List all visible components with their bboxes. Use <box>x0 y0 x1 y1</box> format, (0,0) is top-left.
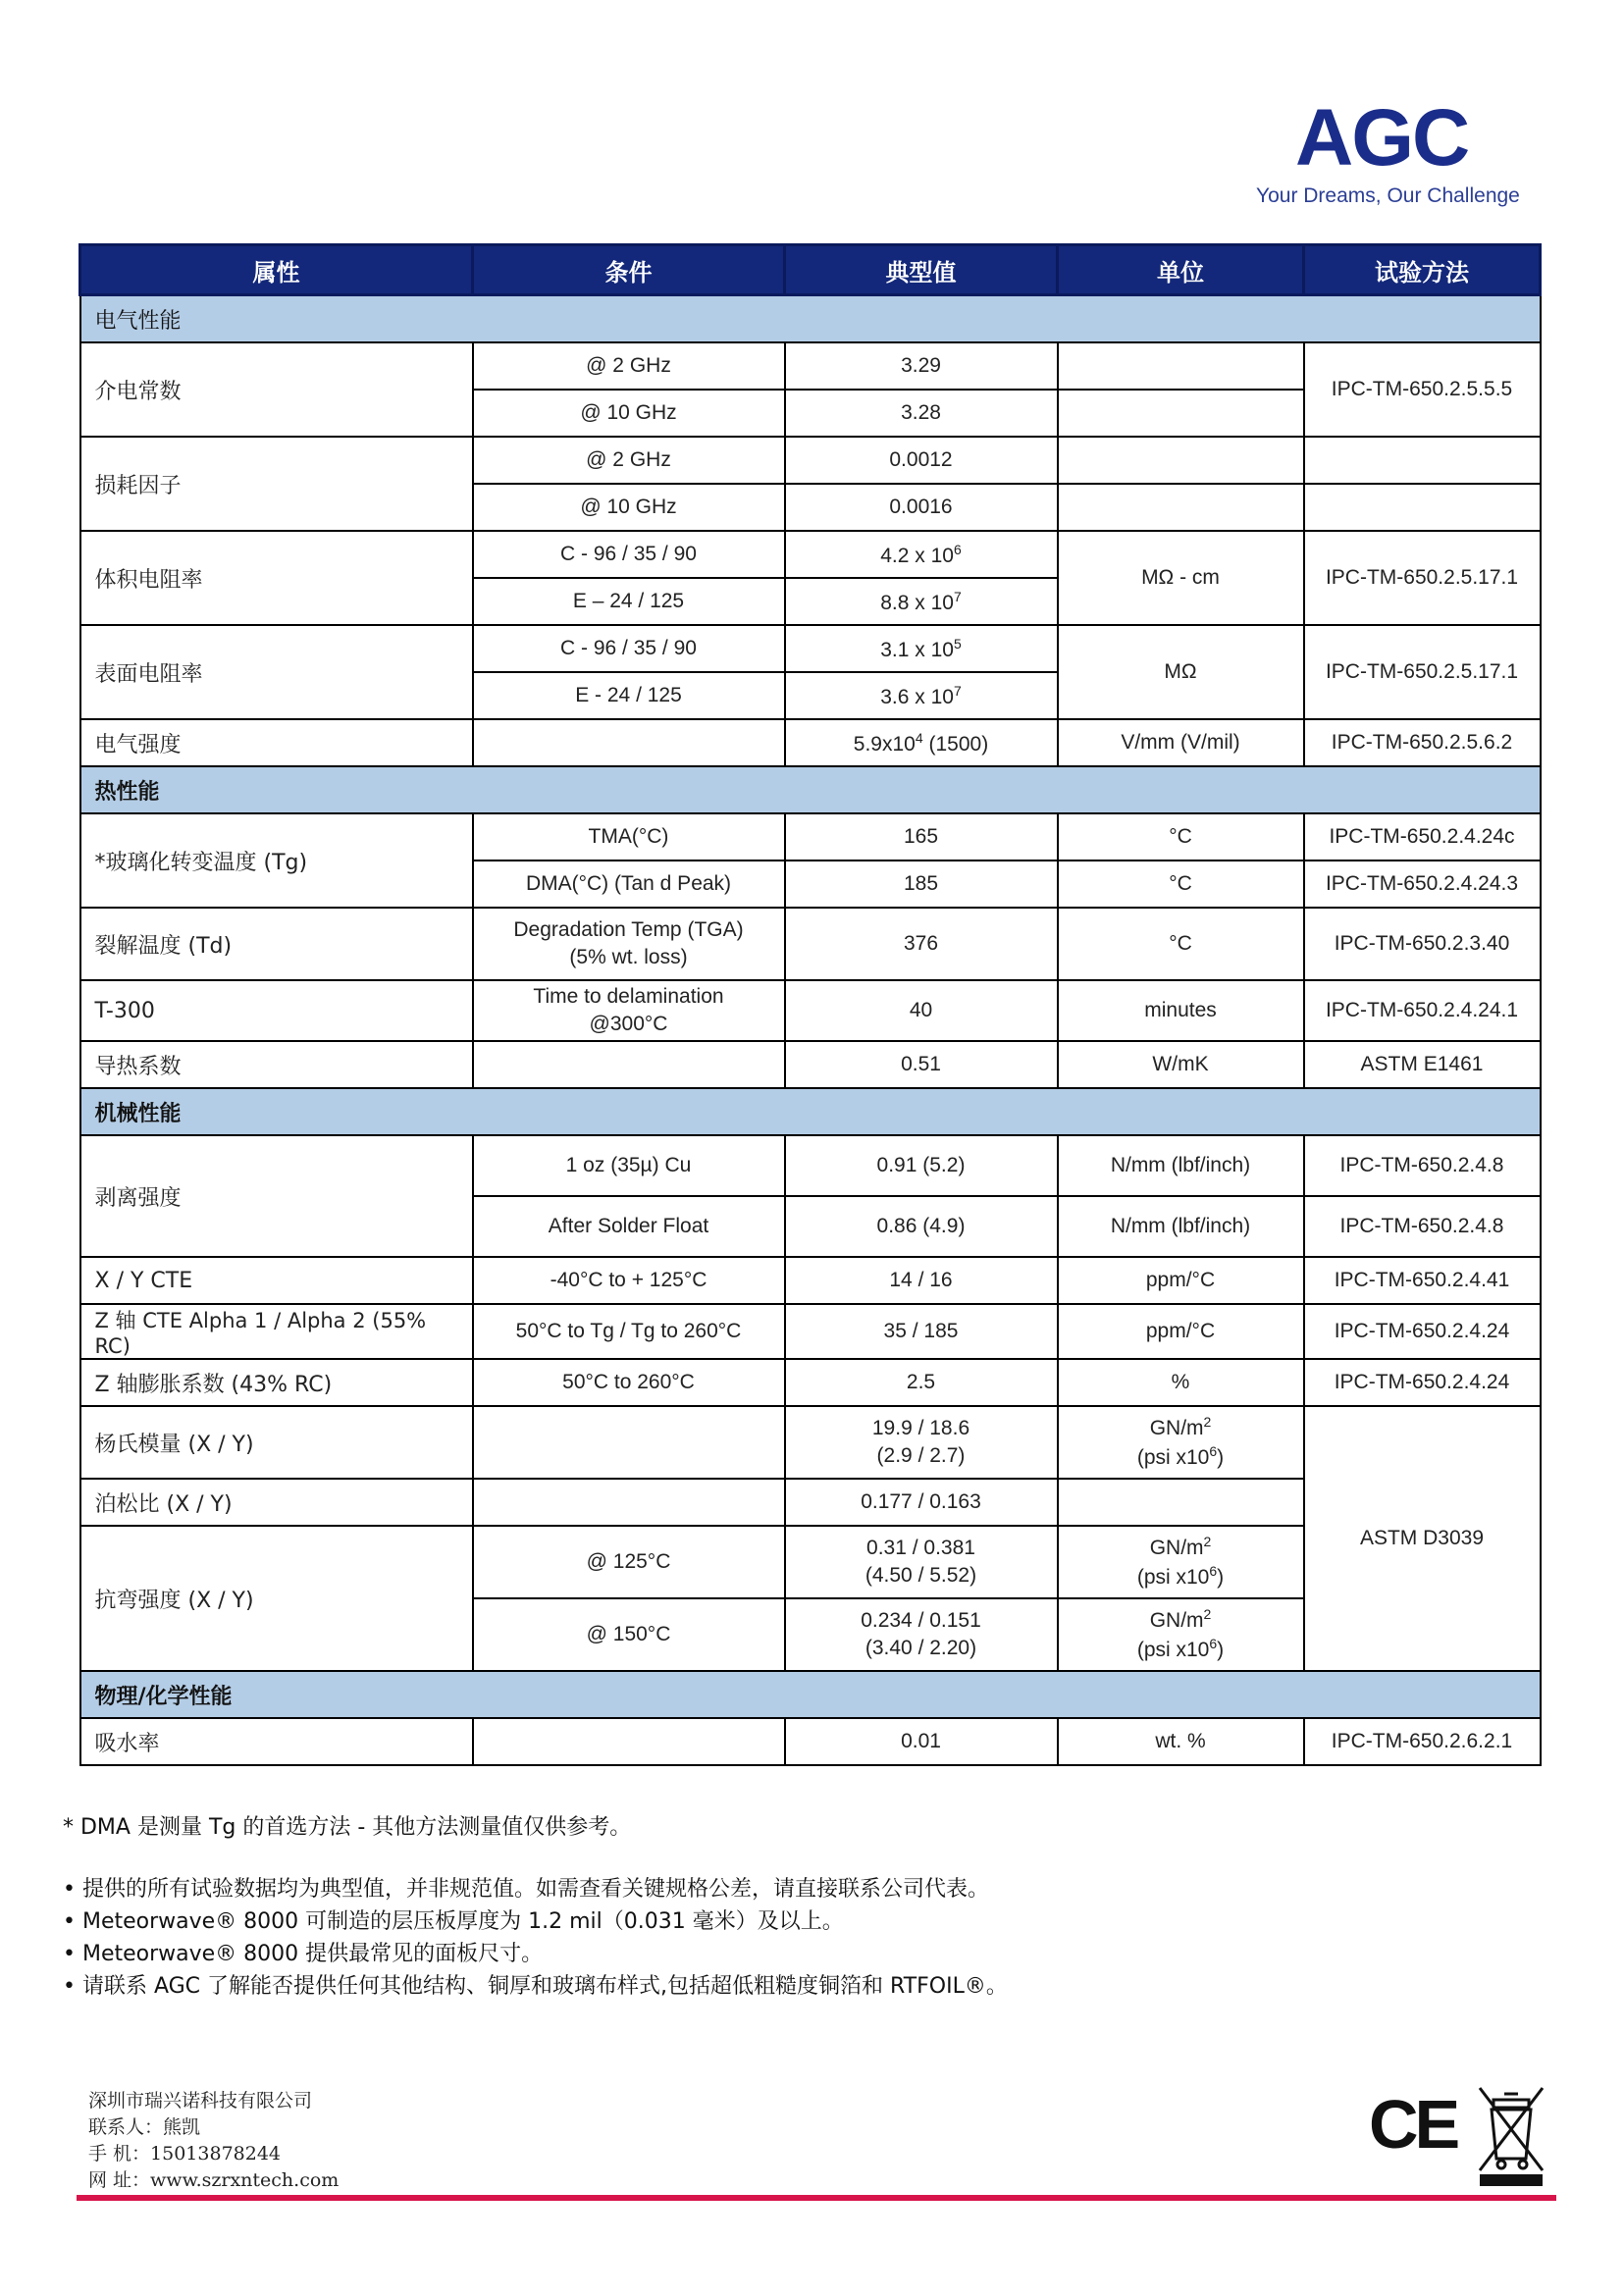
value-base: 3.1 x 10 <box>880 638 954 661</box>
condition-cell: DMA(°C) (Tan d Peak) <box>473 861 785 908</box>
unit-cell <box>1058 484 1304 531</box>
property-label: 损耗因子 <box>80 437 473 531</box>
footer-accent-line <box>77 2195 1556 2201</box>
method-cell <box>1304 484 1541 531</box>
value-cell <box>785 1526 1058 1598</box>
unit-cell <box>1058 390 1304 437</box>
condition-line: (5% wt. loss) <box>569 946 688 968</box>
unit-cell: % <box>1058 1359 1304 1406</box>
value-cell: 40 <box>785 980 1058 1041</box>
value-cell: 0.91 (5.2) <box>785 1135 1058 1196</box>
method-cell: IPC-TM-650.2.4.41 <box>1304 1257 1541 1304</box>
property-label: Z 轴膨胀系数 (43% RC) <box>80 1359 473 1406</box>
value-cell: 0.01 <box>785 1718 1058 1765</box>
condition-cell: -40°C to + 125°C <box>473 1257 785 1304</box>
section-row <box>80 1671 1541 1718</box>
unit-cell: ppm/°C <box>1058 1257 1304 1304</box>
condition-cell: E - 24 / 125 <box>473 672 785 719</box>
table-row <box>80 342 1541 390</box>
condition-cell: @ 2 GHz <box>473 342 785 390</box>
header-property: 属性 <box>80 245 473 295</box>
method-cell: IPC-TM-650.2.4.24 <box>1304 1359 1541 1406</box>
unit-base: (psi x10 <box>1136 1566 1210 1589</box>
value-exponent: 6 <box>953 541 962 557</box>
unit-line <box>1065 1635 1297 1664</box>
ce-mark-icon: CE <box>1369 2086 1457 2163</box>
condition-cell <box>473 980 785 1041</box>
table-row <box>80 625 1541 672</box>
section-row <box>80 766 1541 813</box>
value-cell <box>785 578 1058 625</box>
value-line: (3.40 / 2.20) <box>864 1637 977 1659</box>
value-cell: 3.29 <box>785 342 1058 390</box>
method-cell: IPC-TM-650.2.4.8 <box>1304 1196 1541 1257</box>
condition-cell: C - 96 / 35 / 90 <box>473 625 785 672</box>
unit-cell: °C <box>1058 861 1304 908</box>
condition-cell: @ 125°C <box>473 1526 785 1598</box>
unit-base: GN/m <box>1149 1608 1204 1632</box>
method-cell: IPC-TM-650.2.4.24.1 <box>1304 980 1541 1041</box>
property-label: 导热系数 <box>80 1041 473 1088</box>
value-cell: 35 / 185 <box>785 1304 1058 1359</box>
method-cell: IPC-TM-650.2.4.24 <box>1304 1304 1541 1359</box>
value-exponent: 4 <box>915 729 923 746</box>
value-cell: 14 / 16 <box>785 1257 1058 1304</box>
unit-cell: N/mm (lbf/inch) <box>1058 1135 1304 1196</box>
property-label: X / Y CTE <box>80 1257 473 1304</box>
bullet-item: • 请联系 AGC 了解能否提供任何其他结构、铜厚和玻璃布样式,包括超低粗糙度铜箔和 RTFOIL®。 <box>63 1974 1008 1999</box>
method-cell: IPC-TM-650.2.4.24.3 <box>1304 861 1541 908</box>
value-cell: 165 <box>785 813 1058 861</box>
unit-line <box>1065 1605 1297 1635</box>
unit-cell: MΩ <box>1058 625 1304 719</box>
value-line: 19.9 / 18.6 <box>871 1416 970 1439</box>
value-cell: 0.177 / 0.163 <box>785 1479 1058 1526</box>
unit-line <box>1065 1533 1297 1562</box>
contact-phone: 手 机：15013878244 <box>88 2143 282 2165</box>
unit-end: ) <box>1217 1446 1225 1469</box>
property-label: Z 轴 CTE Alpha 1 / Alpha 2 (55% RC) <box>80 1304 473 1359</box>
unit-cell <box>1058 1479 1304 1526</box>
table-header-row <box>80 245 1541 295</box>
unit-cell <box>1058 1526 1304 1598</box>
table-row <box>80 908 1541 980</box>
unit-exponent: 6 <box>1209 1563 1218 1579</box>
method-cell <box>1304 437 1541 484</box>
value-base: 3.6 x 10 <box>880 685 954 708</box>
unit-cell: wt. % <box>1058 1718 1304 1765</box>
unit-base: GN/m <box>1149 1416 1204 1439</box>
condition-cell: After Solder Float <box>473 1196 785 1257</box>
table-row <box>80 1257 1541 1304</box>
value-cell: 3.28 <box>785 390 1058 437</box>
condition-cell: @ 2 GHz <box>473 437 785 484</box>
unit-cell: ppm/°C <box>1058 1304 1304 1359</box>
property-label: 电气强度 <box>80 719 473 766</box>
unit-base: (psi x10 <box>1136 1639 1210 1661</box>
weee-bin-icon <box>1472 2080 1550 2188</box>
value-cell: 0.86 (4.9) <box>785 1196 1058 1257</box>
table-row <box>80 1041 1541 1088</box>
agc-logo <box>1246 93 1541 211</box>
unit-end: ) <box>1217 1566 1225 1589</box>
condition-line: Time to delamination <box>533 984 724 1008</box>
value-cell <box>785 625 1058 672</box>
unit-cell: N/mm (lbf/inch) <box>1058 1196 1304 1257</box>
unit-line <box>1065 1562 1297 1591</box>
method-cell: IPC-TM-650.2.5.5.5 <box>1304 342 1541 437</box>
value-cell <box>785 1406 1058 1479</box>
condition-line: Degradation Temp (TGA) <box>513 917 744 941</box>
table-row <box>80 719 1541 766</box>
method-cell: IPC-TM-650.2.5.17.1 <box>1304 531 1541 625</box>
value-cell: 0.0016 <box>785 484 1058 531</box>
table-row <box>80 1304 1541 1359</box>
property-label: 抗弯强度 (X / Y) <box>80 1526 473 1671</box>
table-row <box>80 980 1541 1041</box>
value-cell <box>785 1598 1058 1671</box>
bullet-item: • Meteorwave® 8000 可制造的层压板厚度为 1.2 mil（0.031 毫米）及以上。 <box>63 1909 844 1934</box>
header-method: 试验方法 <box>1304 245 1541 295</box>
value-cell <box>785 719 1058 766</box>
section-mechanical: 机械性能 <box>80 1088 1541 1135</box>
value-cell: 376 <box>785 908 1058 980</box>
unit-line <box>1065 1413 1297 1442</box>
unit-exponent: 6 <box>1209 1636 1218 1651</box>
unit-cell <box>1058 1406 1304 1479</box>
logo-name: AGC <box>1295 93 1469 183</box>
property-label: 泊松比 (X / Y) <box>80 1479 473 1526</box>
bullet-item: • 提供的所有试验数据均为典型值，并非规范值。如需查看关键规格公差，请直接联系公司代表。 <box>63 1877 989 1902</box>
condition-cell: @ 150°C <box>473 1598 785 1671</box>
header-condition: 条件 <box>473 245 785 295</box>
unit-cell: MΩ - cm <box>1058 531 1304 625</box>
unit-exponent: 6 <box>1209 1443 1218 1459</box>
property-label: 表面电阻率 <box>80 625 473 719</box>
unit-cell: °C <box>1058 813 1304 861</box>
method-cell: IPC-TM-650.2.5.17.1 <box>1304 625 1541 719</box>
value-cell: 185 <box>785 861 1058 908</box>
value-cell <box>785 672 1058 719</box>
value-cell: 0.51 <box>785 1041 1058 1088</box>
table-row <box>80 1135 1541 1196</box>
method-cell: IPC-TM-650.2.3.40 <box>1304 908 1541 980</box>
condition-cell <box>473 1718 785 1765</box>
header-unit: 单位 <box>1058 245 1304 295</box>
contact-person: 联系人：熊凯 <box>88 2116 201 2138</box>
condition-cell: E – 24 / 125 <box>473 578 785 625</box>
logo-tagline: Your Dreams, Our Challenge <box>1256 184 1520 207</box>
unit-cell: V/mm (V/mil) <box>1058 719 1304 766</box>
property-label: *玻璃化转变温度 (Tg) <box>80 813 473 908</box>
value-line: (4.50 / 5.52) <box>864 1564 977 1587</box>
condition-cell: 50°C to 260°C <box>473 1359 785 1406</box>
value-cell: 0.0012 <box>785 437 1058 484</box>
contact-block <box>88 2088 339 2194</box>
header-typical: 典型值 <box>785 245 1058 295</box>
table-row <box>80 1718 1541 1765</box>
value-exponent: 5 <box>953 635 962 652</box>
value-exponent: 7 <box>953 588 962 604</box>
property-label: 杨氏模量 (X / Y) <box>80 1406 473 1479</box>
table-row <box>80 437 1541 484</box>
property-label: 裂解温度 (Td) <box>80 908 473 980</box>
unit-cell <box>1058 437 1304 484</box>
condition-cell: 1 oz (35µ) Cu <box>473 1135 785 1196</box>
unit-line <box>1065 1442 1297 1472</box>
condition-cell <box>473 1041 785 1088</box>
section-electrical: 电气性能 <box>80 295 1541 343</box>
spec-table <box>79 243 1542 1766</box>
unit-exponent: 2 <box>1203 1605 1212 1622</box>
spacer <box>63 1843 1535 1872</box>
unit-exponent: 2 <box>1203 1413 1212 1430</box>
table-row <box>80 531 1541 578</box>
value-base: 5.9x10 <box>853 732 916 756</box>
table-row <box>80 813 1541 861</box>
value-base: 4.2 x 10 <box>880 544 954 567</box>
unit-cell <box>1058 1598 1304 1671</box>
condition-cell <box>473 908 785 980</box>
condition-cell: C - 96 / 35 / 90 <box>473 531 785 578</box>
property-label: 体积电阻率 <box>80 531 473 625</box>
unit-cell: °C <box>1058 908 1304 980</box>
unit-base: (psi x10 <box>1136 1446 1210 1469</box>
value-line: (2.9 / 2.7) <box>876 1444 966 1467</box>
condition-cell: 50°C to Tg / Tg to 260°C <box>473 1304 785 1359</box>
section-physical: 物理/化学性能 <box>80 1671 1541 1718</box>
table-row <box>80 1406 1541 1479</box>
condition-cell: @ 10 GHz <box>473 484 785 531</box>
contact-company: 深圳市瑞兴诺科技有限公司 <box>88 2090 313 2112</box>
value-rest: (1500) <box>922 732 989 756</box>
value-line: 0.31 / 0.381 <box>866 1536 975 1559</box>
method-cell: IPC-TM-650.2.4.8 <box>1304 1135 1541 1196</box>
condition-line: @300°C <box>589 1013 668 1035</box>
section-thermal: 热性能 <box>80 766 1541 813</box>
footnote: * DMA 是测量 Tg 的首选方法 - 其他方法测量值仅供参考。 <box>63 1815 632 1840</box>
property-label: 吸水率 <box>80 1718 473 1765</box>
property-label: 介电常数 <box>80 342 473 437</box>
property-label: 剥离强度 <box>80 1135 473 1257</box>
contact-web: 网 址：www.szrxntech.com <box>88 2169 340 2191</box>
method-cell: IPC-TM-650.2.6.2.1 <box>1304 1718 1541 1765</box>
method-cell: IPC-TM-650.2.4.24c <box>1304 813 1541 861</box>
value-cell: 2.5 <box>785 1359 1058 1406</box>
value-line: 0.234 / 0.151 <box>861 1608 981 1632</box>
method-cell: ASTM E1461 <box>1304 1041 1541 1088</box>
notes <box>63 1810 1535 2002</box>
section-row <box>80 1088 1541 1135</box>
section-row <box>80 295 1541 343</box>
condition-cell <box>473 1406 785 1479</box>
unit-base: GN/m <box>1149 1536 1204 1559</box>
value-base: 8.8 x 10 <box>880 591 954 614</box>
value-cell <box>785 531 1058 578</box>
condition-cell <box>473 1479 785 1526</box>
unit-end: ) <box>1217 1639 1225 1661</box>
property-label: T-300 <box>80 980 473 1041</box>
condition-cell: @ 10 GHz <box>473 390 785 437</box>
unit-exponent: 2 <box>1203 1533 1212 1549</box>
condition-cell: TMA(°C) <box>473 813 785 861</box>
condition-cell <box>473 719 785 766</box>
method-cell: ASTM D3039 <box>1304 1406 1541 1671</box>
unit-cell: W/mK <box>1058 1041 1304 1088</box>
bullet-item: • Meteorwave® 8000 提供最常见的面板尺寸。 <box>63 1942 544 1966</box>
table-row <box>80 1359 1541 1406</box>
unit-cell <box>1058 342 1304 390</box>
method-cell: IPC-TM-650.2.5.6.2 <box>1304 719 1541 766</box>
value-exponent: 7 <box>953 682 962 699</box>
unit-cell: minutes <box>1058 980 1304 1041</box>
